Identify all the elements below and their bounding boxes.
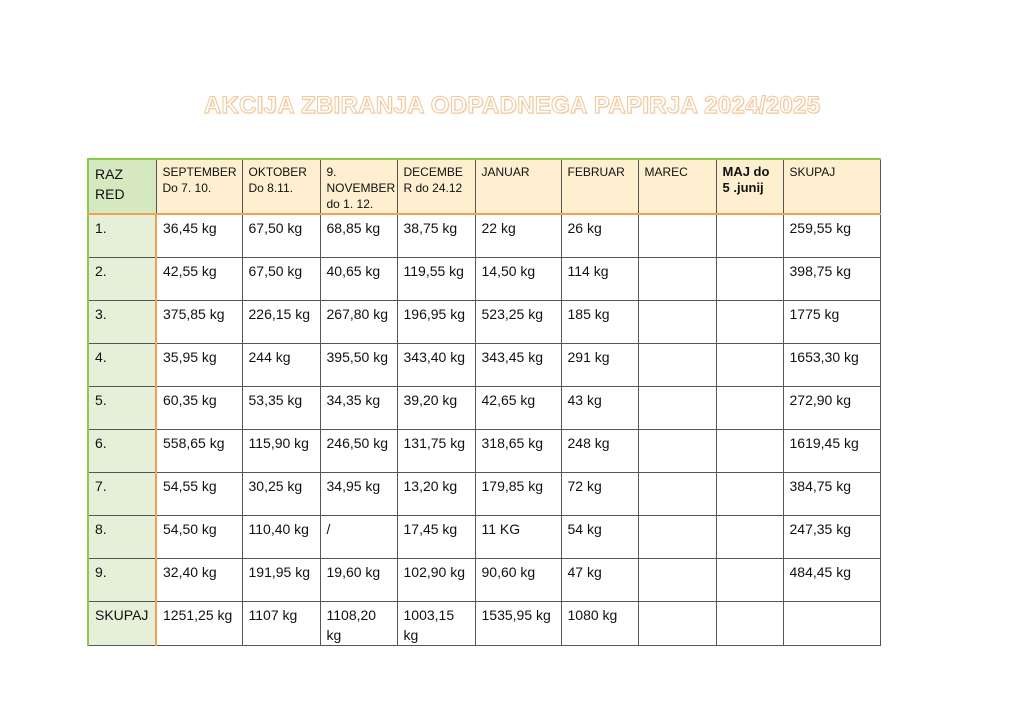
table-cell: 110,40 kg [242, 516, 320, 559]
table-cell: 35,95 kg [156, 344, 242, 387]
table-cell [638, 559, 716, 602]
table-cell [716, 344, 783, 387]
row-label: 5. [88, 387, 156, 430]
table-row [88, 301, 880, 344]
table-cell: 1535,95 kg [475, 602, 561, 646]
table-cell [716, 214, 783, 258]
table-cell: 1080 kg [561, 602, 638, 646]
table-cell: 39,20 kg [397, 387, 475, 430]
table-cell: 102,90 kg [397, 559, 475, 602]
table-cell: 34,35 kg [320, 387, 397, 430]
table-cell: / [320, 516, 397, 559]
table-cell: 72 kg [561, 473, 638, 516]
table-cell [638, 602, 716, 646]
table-cell: 523,25 kg [475, 301, 561, 344]
table-cell: 32,40 kg [156, 559, 242, 602]
table-cell: 13,20 kg [397, 473, 475, 516]
table-cell: 11 KG [475, 516, 561, 559]
table-cell [638, 430, 716, 473]
table-cell: 272,90 kg [783, 387, 880, 430]
table-cell: 196,95 kg [397, 301, 475, 344]
table-cell: 247,35 kg [783, 516, 880, 559]
row-label: 9. [88, 559, 156, 602]
table-cell [716, 473, 783, 516]
header-class: RAZ RED [88, 159, 156, 214]
table-cell: 17,45 kg [397, 516, 475, 559]
table-row [88, 516, 880, 559]
row-label: 4. [88, 344, 156, 387]
table-cell [716, 559, 783, 602]
table-cell: 40,65 kg [320, 258, 397, 301]
table-cell: 1775 kg [783, 301, 880, 344]
table-cell [638, 214, 716, 258]
row-label: 3. [88, 301, 156, 344]
header-october: OKTOBER Do 8.11. [242, 159, 320, 214]
table-cell [638, 258, 716, 301]
table-cell: 291 kg [561, 344, 638, 387]
table-cell [638, 516, 716, 559]
table-cell [716, 301, 783, 344]
table-cell: 244 kg [242, 344, 320, 387]
header-total: SKUPAJ [783, 159, 880, 214]
table-cell: 114 kg [561, 258, 638, 301]
table-cell: 68,85 kg [320, 214, 397, 258]
row-label: 8. [88, 516, 156, 559]
row-label: 1. [88, 214, 156, 258]
header-may: MAJ do 5 .junij [716, 159, 783, 214]
table-row [88, 430, 880, 473]
table-cell [638, 473, 716, 516]
table-cell: 343,45 kg [475, 344, 561, 387]
table-cell: 398,75 kg [783, 258, 880, 301]
row-label: 6. [88, 430, 156, 473]
row-label: 7. [88, 473, 156, 516]
table-cell: 19,60 kg [320, 559, 397, 602]
table-cell: 54 kg [561, 516, 638, 559]
page-title: AKCIJA ZBIRANJA ODPADNEGA PAPIRJA 2024/2025 [203, 92, 821, 119]
header-february: FEBRUAR [561, 159, 638, 214]
header-january: JANUAR [475, 159, 561, 214]
header-september: SEPTEMBER Do 7. 10. [156, 159, 242, 214]
table-cell: 318,65 kg [475, 430, 561, 473]
table-cell: 53,35 kg [242, 387, 320, 430]
table-cell: 90,60 kg [475, 559, 561, 602]
table-cell: 1653,30 kg [783, 344, 880, 387]
table-cell: 1003,15 kg [397, 602, 475, 646]
table-cell: 14,50 kg [475, 258, 561, 301]
table-cell: 226,15 kg [242, 301, 320, 344]
table-cell [638, 301, 716, 344]
table-cell: 43 kg [561, 387, 638, 430]
table-cell [638, 387, 716, 430]
table-cell: 60,35 kg [156, 387, 242, 430]
table-cell: 131,75 kg [397, 430, 475, 473]
row-label: SKUPAJ [88, 602, 156, 646]
table-cell [716, 430, 783, 473]
table-cell: 191,95 kg [242, 559, 320, 602]
table-cell [638, 344, 716, 387]
table-cell: 67,50 kg [242, 214, 320, 258]
table-cell: 384,75 kg [783, 473, 880, 516]
table-cell: 1108,20 kg [320, 602, 397, 646]
table-cell: 36,45 kg [156, 214, 242, 258]
header-november: 9. NOVEMBER do 1. 12. [320, 159, 397, 214]
table-cell: 42,65 kg [475, 387, 561, 430]
table-cell: 179,85 kg [475, 473, 561, 516]
table-cell [716, 387, 783, 430]
header-march: MAREC [638, 159, 716, 214]
table-cell [716, 602, 783, 646]
table-cell: 1619,45 kg [783, 430, 880, 473]
table-row [88, 387, 880, 430]
table-row [88, 344, 880, 387]
table-cell: 267,80 kg [320, 301, 397, 344]
table-cell: 558,65 kg [156, 430, 242, 473]
table-row [88, 214, 880, 258]
table-cell: 26 kg [561, 214, 638, 258]
table-cell [716, 258, 783, 301]
table-cell [783, 602, 880, 646]
table-cell: 54,50 kg [156, 516, 242, 559]
table-row [88, 258, 880, 301]
table-cell: 115,90 kg [242, 430, 320, 473]
table-cell: 22 kg [475, 214, 561, 258]
table-cell: 30,25 kg [242, 473, 320, 516]
table-cell [716, 516, 783, 559]
table-cell: 395,50 kg [320, 344, 397, 387]
table-cell: 67,50 kg [242, 258, 320, 301]
table-row [88, 559, 880, 602]
table-cell: 1251,25 kg [156, 602, 242, 646]
table-row [88, 473, 880, 516]
table-cell: 54,55 kg [156, 473, 242, 516]
table-cell: 259,55 kg [783, 214, 880, 258]
table-cell: 42,55 kg [156, 258, 242, 301]
table-cell: 185 kg [561, 301, 638, 344]
table-cell: 1107 kg [242, 602, 320, 646]
table-cell: 375,85 kg [156, 301, 242, 344]
table-cell: 248 kg [561, 430, 638, 473]
collection-table [87, 158, 881, 646]
row-label: 2. [88, 258, 156, 301]
table-header-row [88, 159, 880, 214]
table-cell: 246,50 kg [320, 430, 397, 473]
header-december: DECEMBE R do 24.12 [397, 159, 475, 214]
table-cell: 484,45 kg [783, 559, 880, 602]
table-cell: 34,95 kg [320, 473, 397, 516]
table-cell: 38,75 kg [397, 214, 475, 258]
table-cell: 119,55 kg [397, 258, 475, 301]
table-cell: 343,40 kg [397, 344, 475, 387]
table-cell: 47 kg [561, 559, 638, 602]
table-row [88, 602, 880, 646]
